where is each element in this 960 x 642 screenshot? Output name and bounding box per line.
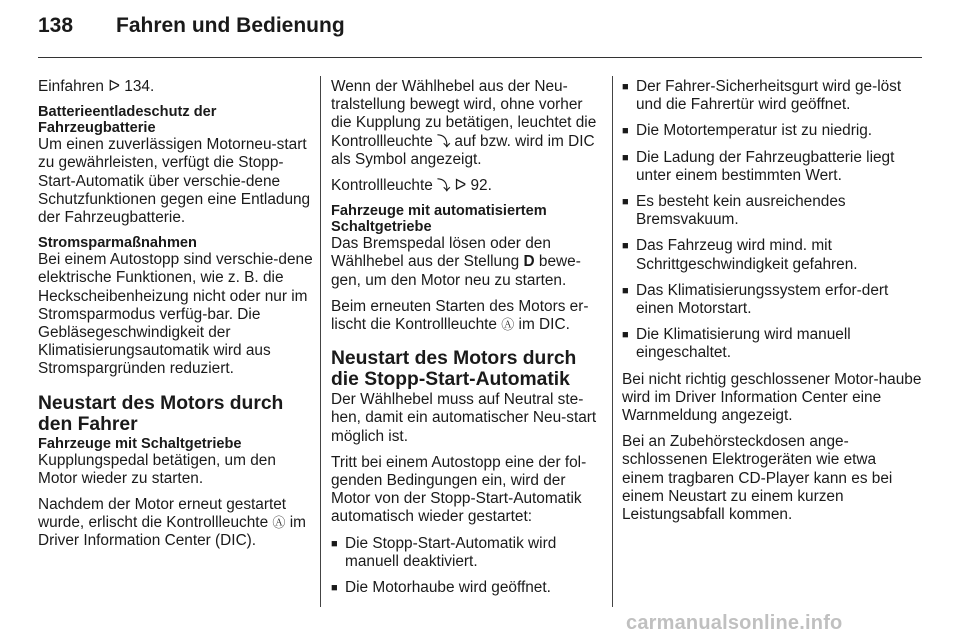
page-number: 138 — [38, 14, 74, 37]
subheading: Fahrzeuge mit Schaltgetriebe — [38, 435, 242, 452]
text: im Driver Information Center (DIC). — [38, 514, 306, 550]
paragraph — [331, 177, 606, 195]
section-heading: Neustart des Motors durch den Fahrer — [38, 392, 284, 435]
list-item — [622, 149, 922, 185]
list-item-text: Die Klimatisierung wird manuell eingeschaltet. — [636, 326, 851, 362]
list-item — [622, 282, 922, 318]
column-divider-2 — [612, 76, 613, 607]
list-item-text: Das Klimatisierungssystem erfor-dert einen Motorstart. — [636, 281, 889, 318]
list-item-text: Die Motorhaube wird geöffnet. — [345, 579, 551, 597]
page-header — [38, 14, 345, 38]
bullet-icon: ■ — [331, 582, 338, 595]
bullet-icon: ■ — [622, 81, 629, 93]
list-item — [622, 237, 922, 273]
header-rule — [38, 57, 922, 58]
clutch-indicator-icon: ⤵ — [437, 133, 451, 149]
list-item — [622, 78, 922, 114]
bullet-icon: ■ — [622, 151, 629, 164]
subheading: Batterieentladeschutz der Fahrzeugbatterie — [38, 104, 217, 137]
clutch-indicator-icon: ⤵ — [437, 178, 451, 194]
text: Nachdem der Motor erneut gestartet wurde, erlischt die Kontrollleuchte — [38, 496, 287, 532]
bullet-icon: ■ — [622, 196, 629, 209]
paragraph: Bei an Zubehörsteckdosen ange-schlossenen Elektrogeräten wie etwa einem tragbaren CD-Player kann es bei einem Neustart zu einem kurzen Leistungsabfall kommen. — [622, 433, 893, 524]
list-item — [622, 326, 922, 362]
paragraph — [331, 78, 606, 169]
page-title: Fahren und Bedienung — [116, 14, 345, 37]
column-2 — [331, 78, 606, 605]
list-item-text: Der Fahrer-Sicherheitsgurt wird ge-löst und die Fahrertür wird geöffnet. — [636, 78, 902, 114]
autostop-indicator-icon: Ⓐ — [272, 515, 286, 531]
paragraph — [331, 235, 606, 290]
paragraph: Tritt bei einem Autostopp eine der fol-genden Bedingungen ein, wird der Motor von der Stopp-Start-Automatik automatisch wieder gestartet: — [331, 453, 587, 526]
paragraph: Um einen zuverlässigen Motorneu-start zu gewährleisten, verfügt die Stopp-Start-Automatik über verschie-dene Schutzfunktionen gegen eine Entladung der Fahrzeugbatterie. — [38, 136, 311, 227]
column-divider-1 — [320, 76, 321, 607]
bullet-icon: ■ — [622, 329, 629, 342]
list-item-text: Es besteht kein ausreichendes Bremsvakuum. — [636, 193, 846, 229]
text: Beim erneuten Starten des Motors er-lischt die Kontrollleuchte — [331, 297, 589, 334]
list-item — [331, 579, 606, 597]
autostop-indicator-icon: Ⓐ — [501, 317, 515, 333]
text: Wenn der Wählhebel aus der Neu-tralstellung bewegt wird, ohne vorher die Kupplung zu betätigen, leuchtet die Kontrollleuchte — [331, 78, 597, 150]
page-reference-link[interactable]: ᐅ 134. — [108, 78, 155, 95]
bullet-icon: ■ — [622, 240, 629, 253]
page-reference-link[interactable]: ᐅ 92. — [450, 177, 492, 195]
paragraph: Bei nicht richtig geschlossener Motor-haube wird im Driver Information Center eine Warnmeldung angezeigt. — [622, 370, 922, 425]
paragraph — [331, 298, 606, 334]
paragraph: Der Wählhebel muss auf Neutral ste-hen, damit ein automatischer Neu-start möglich ist. — [331, 391, 597, 445]
list-item — [331, 535, 606, 571]
text: Das Bremspedal lösen oder den Wählhebel aus der Stellung — [331, 235, 551, 271]
list-item-text: Das Fahrzeug wird mind. mit Schrittgeschwindigkeit gefahren. — [636, 237, 858, 273]
subheading: Stromsparmaßnahmen — [38, 235, 197, 252]
list-item-text: Die Motortemperatur ist zu niedrig. — [636, 122, 873, 140]
bullet-icon: ■ — [622, 125, 629, 138]
column-3 — [622, 78, 922, 532]
text: auf bzw. wird im DIC als Symbol angezeigt. — [331, 132, 595, 168]
text: im DIC. — [514, 316, 570, 334]
section-heading: Neustart des Motors durch die Stopp-Start-Automatik — [331, 348, 577, 391]
watermark: carmanualsonline.info — [626, 612, 843, 634]
text: bewe-gen, um den Motor neu zu starten. — [331, 253, 581, 289]
subheading: Fahrzeuge mit automatisiertem Schaltgetriebe — [331, 203, 547, 236]
bullet-icon: ■ — [331, 537, 338, 550]
bullet-icon: ■ — [622, 284, 629, 297]
text: Kontrollleuchte — [331, 177, 438, 195]
paragraph — [38, 496, 313, 551]
paragraph: Bei einem Autostopp sind verschie-dene elektrische Funktionen, wie z. B. die Heckscheibenheizung nicht oder nur im Stromsparmodus verfüg-bar. Die Gebläsegeschwindigkeit der Klimatisierungsautomatik wird aus Stromspargründen reduziert. — [38, 251, 313, 378]
gear-d-label: D — [523, 253, 535, 271]
list-item — [622, 122, 922, 140]
paragraph: Kupplungspedal betätigen, um den Motor wieder zu starten. — [38, 451, 276, 487]
text: Einfahren — [38, 78, 109, 95]
list-item-text: Die Ladung der Fahrzeugbatterie liegt unter einem bestimmten Wert. — [636, 148, 895, 184]
list-item — [622, 193, 922, 229]
list-item-text: Die Stopp-Start-Automatik wird manuell deaktiviert. — [345, 534, 557, 570]
paragraph — [38, 78, 313, 96]
column-1 — [38, 78, 313, 559]
